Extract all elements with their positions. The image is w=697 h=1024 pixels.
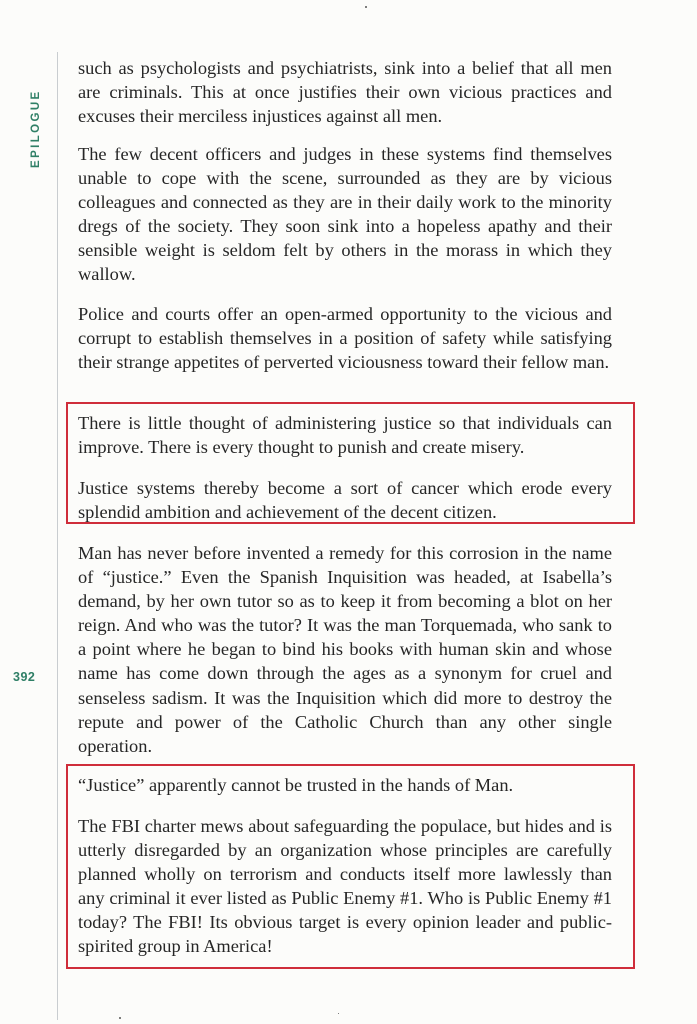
paragraph-text: “Justice” apparently cannot be trusted in the hands of Man. xyxy=(78,775,514,795)
scan-speck xyxy=(119,1017,121,1019)
paragraph-text: Man has never before invented a remedy for this corrosion in the name of “justice.” Even the Spanish Inquisition was headed, at Isabella’s demand, by her own tutor so as to keep it from becoming a blot on her reign. And who was the tutor? It was the man Torquemada, who sank to a point where he began to bind his books with human skin and whose name has come down through the ages as a synonym for cruel and senseless sadism. It was the Inquisition which did more to destroy the repute and power of the Catholic Church than any other single operation. xyxy=(78,543,612,756)
scan-speck xyxy=(365,6,367,8)
red-highlight-box-2 xyxy=(66,764,635,969)
paragraph-2 xyxy=(78,142,612,287)
page-number: 392 xyxy=(13,670,36,684)
paragraph-text: Police and courts offer an open-armed opportunity to the vicious and corrupt to establish themselves in a position of safety while satisfying their strange appetites of perverted viciousness toward their fellow man. xyxy=(78,304,612,373)
red-highlight-box-1 xyxy=(66,402,635,524)
paragraph-text: The FBI charter mews about safeguarding the populace, but hides and is utterly disregarded by an organization whose principles are carefully planned wholly on terrorism and conducts itself more lawlessly than any criminal it ever listed as Public Enemy #1. Who is Public Enemy #1 today? The FBI! Its obvious target is every opinion leader and public-spirited group in America! xyxy=(78,816,612,957)
paragraph-text: There is little thought of administering justice so that individuals can improve. There is every thought to punish and create misery. xyxy=(78,413,612,458)
paragraph-text: such as psychologists and psychiatrists, sink into a belief that all men are criminals. This at once justifies their own vicious practices and excuses their merciless injustices against all men. xyxy=(78,58,612,127)
scan-speck xyxy=(338,1013,339,1014)
paragraph-3 xyxy=(78,302,612,374)
paragraph-text: Justice systems thereby become a sort of cancer which erode every splendid ambition and achievement of the decent citizen. xyxy=(78,478,612,523)
paragraph-text: The few decent officers and judges in these systems find themselves unable to cope with the scene, surrounded as they are by vicious colleagues and connected as they are in their daily work to the minority dregs of the society. They soon sink into a hopeless apathy and their sensible weight is seldom felt by others in the morass in which they wallow. xyxy=(78,144,612,285)
section-label: EPILOGUE xyxy=(30,89,42,168)
paragraph-1 xyxy=(78,56,612,128)
margin-rule xyxy=(57,52,58,1020)
paragraph-6 xyxy=(78,541,612,758)
